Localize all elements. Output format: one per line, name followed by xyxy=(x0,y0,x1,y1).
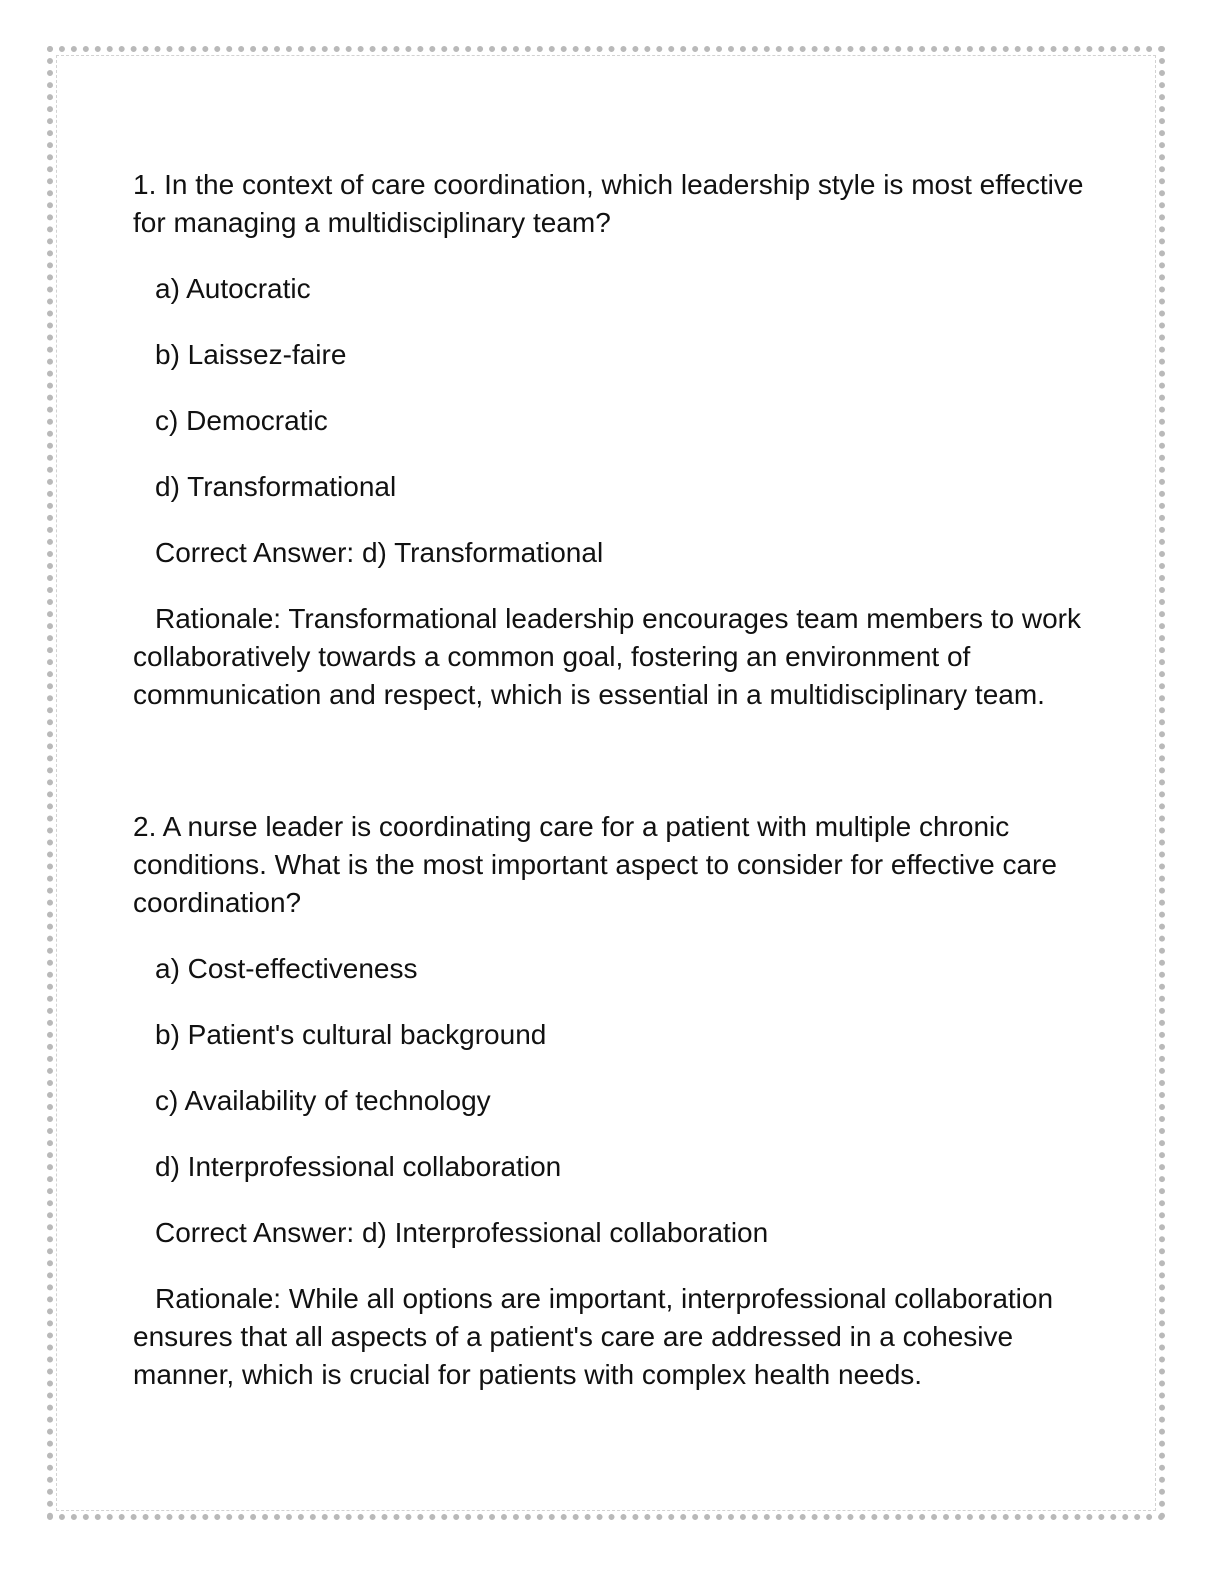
option-b: b) Laissez-faire xyxy=(155,339,347,370)
rationale: Rationale: Transformational leadership encourages team members to work collaboratively towards a common goal, fostering an environment of communication and respect, which is essential in a multidisciplinary team. xyxy=(133,603,1082,710)
option-c: c) Availability of technology xyxy=(155,1085,491,1116)
question-spacer xyxy=(133,714,1093,808)
document-content xyxy=(133,166,1093,1394)
correct-answer: Correct Answer: d) Transformational xyxy=(155,537,604,568)
option-d: d) Interprofessional collaboration xyxy=(155,1151,562,1182)
question-text: 1. In the context of care coordination, which leadership style is most effective for managing a multidisciplinary team? xyxy=(133,169,1084,238)
option-c: c) Democratic xyxy=(155,405,328,436)
correct-answer: Correct Answer: d) Interprofessional collaboration xyxy=(155,1217,769,1248)
option-b: b) Patient's cultural background xyxy=(155,1019,547,1050)
question-2 xyxy=(133,808,1093,1394)
option-a: a) Autocratic xyxy=(155,273,311,304)
option-d: d) Transformational xyxy=(155,471,397,502)
rationale: Rationale: While all options are important, interprofessional collaboration ensures that all aspects of a patient's care are addressed in a cohesive manner, which is crucial for patients with complex health needs. xyxy=(133,1283,1054,1390)
option-a: a) Cost-effectiveness xyxy=(155,953,418,984)
question-1 xyxy=(133,166,1093,714)
question-text: 2. A nurse leader is coordinating care for a patient with multiple chronic conditions. What is the most important aspect to consider for effective care coordination? xyxy=(133,811,1057,918)
